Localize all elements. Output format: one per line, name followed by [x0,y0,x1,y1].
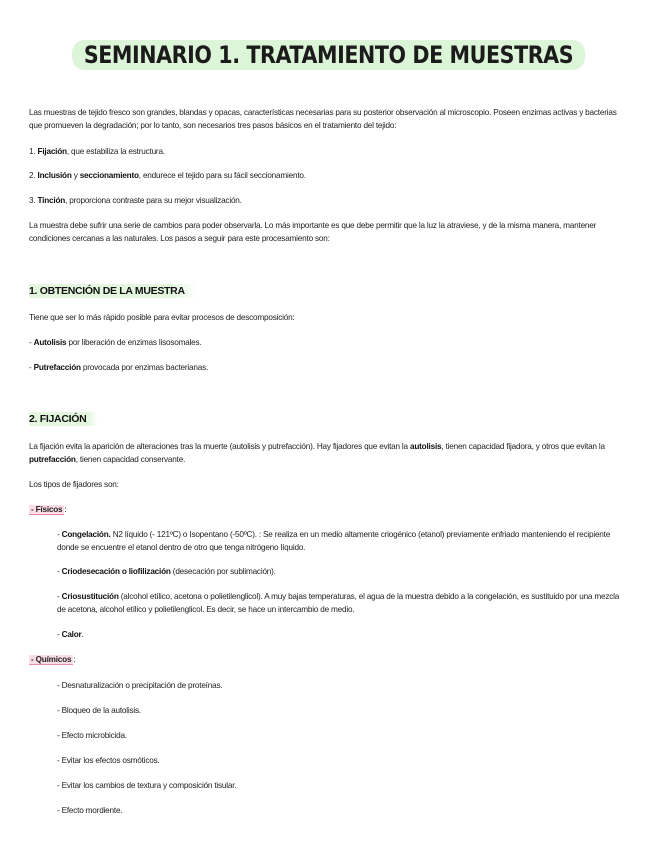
item-text: por liberación de enzimas lisosomales. [66,338,202,347]
after-steps-paragraph: La muestra debe sufrir una serie de cambios para poder observarla. Lo más importante es que debe permitir que la luz la atraviese, y de la misma manera, mantener condiciones cercanas a las naturales. Los pasos a seguir para este procesamiento son: [29,221,597,243]
bullet-dash: - [29,363,34,372]
quimicos-label-row [29,654,629,667]
step-1-number: 1. [29,147,36,156]
section-1-item-putrefaccion [29,362,629,375]
bullet-dash: - [29,338,34,347]
quimicos-item: - Bloqueo de la autolisis. [57,706,142,715]
item-term: Congelación. [61,530,111,539]
item-term: Criodesecación o liofilización [61,567,171,576]
fisicos-colon: : [64,505,67,514]
step-2-number: 2. [29,171,36,180]
section-2-heading: 2. FIJACIÓN [29,412,98,426]
fijacion-text-c: , tienen capacidad conservante. [75,454,186,464]
step-2-text: , endurece el tejido para su fácil seccionamiento. [138,171,306,180]
intro-paragraph: Las muestras de tejido fresco son grandes, blandas y opacas, características necesarias para su posterior observación al microscopio. Poseen enzimas activas y bacterias que promueven la degradación; por lo tanto, son necesarios tres pasos básicos en el tratamiento del tejido: [29,108,617,130]
item-text: N2 líquido (- 121ºC) o Isopentano (-50ºC). : Se realiza en un medio altamente criogénico (etanol) previamente enfriado manteniendo el recipiente donde se encuentre el etanol dentro de otro que tenga nitrógeno líquido. [57,530,611,552]
bullet-dash: - [57,592,62,601]
bullet-dash: - [57,630,62,639]
item-term: Putrefacción [33,363,81,372]
types-intro: Los tipos de fijadores son: [29,480,119,489]
quimicos-label: - Químicos [31,655,72,664]
fisicos-label: - Físicos [31,505,63,514]
step-2-term-2: seccionamiento [79,171,139,180]
fisicos-label-row [29,504,629,517]
item-term: Autolisis [33,338,67,347]
step-1-term: Fijación [37,147,67,156]
quimicos-item: - Evitar los efectos osmóticos. [57,756,160,765]
section-1-text: Tiene que ser lo más rápido posible para evitar procesos de descomposición: [29,313,295,322]
fisicos-item-criodesecacion [57,566,629,579]
fijacion-text-a: La fijación evita la aparición de alteraciones tras la muerte (autolisis y putrefacción). Hay fijadores que evitan la [29,442,410,451]
bullet-dash: - [57,567,62,576]
step-3-term: Tinción [37,196,66,205]
fisicos-item-calor [57,629,629,642]
step-2-connector: y [71,171,80,180]
step-1 [29,146,629,159]
step-3-text: , proporciona contraste para su mejor visualización. [65,196,242,205]
quimicos-item: - Efecto microbicida. [57,731,127,740]
item-text: . [81,630,84,639]
quimicos-item: - Efecto mordiente. [57,806,123,815]
step-3 [29,195,629,208]
item-text: (desecación por sublimación). [170,567,276,576]
item-text: provocada por enzimas bacterianas. [80,363,209,372]
fijacion-term-putrefaccion: putrefacción [29,454,76,464]
bullet-dash: - [57,530,62,539]
quimicos-colon: : [73,655,76,664]
item-text: (alcohol etílico, acetona o polietilenglicol). A muy bajas temperaturas, el agua de la muestra debido a la congelación, es sustituido por una mezcla de acetona, alcohol etílico y polietilenglicol. Es decir, se hace un intercambio de medio. [57,592,620,614]
step-1-text: , que estabiliza la estructura. [66,147,165,156]
fijacion-term-autolisis: autolisis [409,442,442,451]
section-2-paragraph [29,441,629,466]
item-term: Criosustitución [61,592,119,601]
fisicos-item-congelacion [57,529,629,554]
section-1-heading: 1. OBTENCIÓN DE LA MUESTRA [29,284,197,298]
quimicos-item: - Desnaturalización o precipitación de proteínas. [57,681,223,690]
quimicos-item: - Evitar los cambios de textura y composición tisular. [57,781,237,790]
page-title: SEMINARIO 1. TRATAMIENTO DE MUESTRAS [71,40,584,70]
fisicos-item-criosustitucion [57,591,629,616]
step-2-term: Inclusión [37,171,72,180]
item-term: Calor [61,630,82,639]
fijacion-text-b: , tienen capacidad fijadora, y otros que evitan la [441,442,605,451]
step-3-number: 3. [29,196,36,205]
title-wrap [0,40,656,70]
step-2 [29,170,629,183]
section-1-item-autolisis [29,337,629,350]
